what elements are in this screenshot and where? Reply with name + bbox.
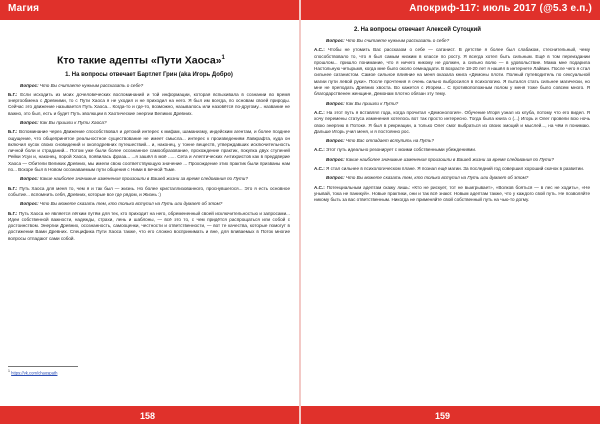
question-label: Вопрос: [326, 175, 345, 181]
answer-text: Путь Хаоса для меня то, чем я и так был — жизнь. Но более кристаллизованного, проснувшегося... Это я есть основное событие... вспомнить себя, Древних, которые все где рядом, и Жизнь :) [8, 185, 291, 197]
right-content [314, 26, 590, 207]
question-text: Что Вы можете сказать тем, кто только вступил на Путь или думает об этом? [345, 175, 529, 181]
question-label: Вопрос: [20, 119, 39, 125]
interview-question [326, 38, 590, 44]
section-heading-1: 1. На вопросы отвечает Бартлет Грин (aka Игорь Добро) [65, 71, 233, 78]
left-header-title: Магия [8, 3, 40, 14]
question-label: Вопрос: [326, 138, 345, 144]
section-heading-2: 2. На вопросы отвечает Алексей Сутоцкий [354, 27, 481, 33]
speaker-label: Б.Г.: [8, 129, 18, 135]
speaker-label: А.С.: [314, 109, 325, 115]
left-header-band [0, 0, 300, 20]
answer-text: Если исходить из моих дочеловеческих воспоминаний и той информации, которая вспыхивала в сознании во время энергообмена с Древними, то с Пути Хаоса я не уходил и не приходил на него. Я был им всегда, по основам своей природы. Сейчас это движение называется Путь Хаоса... Когда-то и где-то, возможно, называлось или назовётся по-другому... название не важно, это был, есть и будет Путь эволюции в Хаотические энергии Великих Древних. [8, 91, 291, 116]
question-text: Какие наиболее значимые изменения произошли в Вашей жизни за время следования по Пути? [345, 156, 554, 162]
question-label: Вопрос: [326, 38, 345, 43]
answer-text: Вспоминание через Движение способствовал и детский интерес к мифам, шаманизму, индейским агентам, и более позднее ощущение, что общепринятое реальностное существование не имеет смысла... интерес к произведениям Лавкрафта, куда он включил кусок своих сновидений и околодревних путешествий... и, наконец, у тонне веществ, утверждавших исключительность личной боли и страданий... Потом уже были более осознанное самообразование, прохождение практик, покупка двух ступеней Рейки Усуи и, наконец, порой Хаоса, появилась фраза... ...я зашёл в моё ...... Сета и Апептических Антихристов как в преддверие Хаоса — Обители Великих Древних, мы имели свою соответствующую значение ... Прохождение этих практик были призваны нам по... Вскоре был в Новом осознаваемым пути общения с Ними в вечной Тьме. [8, 129, 290, 173]
right-interview-blocks [314, 38, 590, 204]
interview-question [20, 201, 290, 207]
question-text: Как Вы пришли к Пути Хаоса? [39, 119, 107, 125]
interview-answer [314, 47, 590, 97]
answer-text: Чтобы не утомить Вас рассказом о себе — сатанист. В детстве я более был слабаком, стеснительный, чему способствовало то, что я был самым низким в классе по росту. Я всегда хотел быть сильным. Ещё в том переиздании прошлом... пришло понимание, что я ничего никому не должен, а сильно волю — в удовольствие. Мама мне подарила Настольную четырьмя, когда мне было около семнадцати. В возрасте 18-20 лет я нашёл в интернете Лайвин. После чего я стал сильнее сатанистом. Самое сильное влияние на меня оказала книга «Демоны плоти. Полный путеводитель по сексуальной магии пути левой руки». После прочтения я очень сильно выбросился в психологию. Я пытался стать сильнее магически, но мне не преподать Древних хвоста. Во кажется с Игорем... С противоположным полом у меня тоже было совсем много. Я благодарственен женщине, Демонам плотно обязан эту тему. [314, 47, 590, 97]
question-text: Что Вы считаете нужным рассказать о себе? [345, 38, 450, 43]
article-title [57, 52, 290, 68]
left-page-number: 158 [140, 411, 156, 421]
article-title-text: Кто такие адепты «Пути Хаоса» [57, 54, 222, 67]
speaker-label: А.С.: [314, 147, 325, 153]
interview-question [20, 176, 290, 182]
answer-text: Путь Хаоса не является лёгким путём для тех, кто приходит на него, обремененный своей исключительностью и запросами... Идеи собственной важности, надежды, страхи, лень и шаблоны, — всё это то, с чем придётся распрощаться или собой с достоинством. Энергии Древних, осознанность, самооценки, честности и ответственности, — вот те качества, которые помогут в достижении Вами Древних. Специфика Пути Хаоса также, что его сложно воспринимать и вне, для вливаемых в Поток многие вопросы отпадают сами собой. [8, 210, 290, 241]
interview-question [326, 175, 590, 181]
interview-answer [314, 185, 590, 204]
question-label: Вопрос: [20, 201, 39, 207]
question-text: Что Вы можете сказать тем, кто только вступил на Путь или думает об этом? [39, 201, 223, 207]
question-text: Что Вы считаете нужным рассказать о себе? [39, 82, 144, 88]
question-text: Что Вас отпадает вступить на Путь? [345, 138, 434, 144]
answer-text: Я стал сильнее в психологическом плане. Я познал ещё магии. За последний год совершил хороший скачок в развитии. [326, 166, 585, 172]
spread-gutter [299, 0, 301, 424]
interview-answer [8, 211, 290, 242]
question-text: Как Вы пришли к Пути? [345, 100, 399, 106]
left-interview-blocks [8, 83, 290, 243]
interview-question [326, 101, 590, 107]
footnote-link[interactable]: https://vk.com/chaospath [11, 370, 58, 376]
interview-answer [8, 129, 290, 173]
speaker-label: Б.Г.: [8, 91, 18, 97]
speaker-label: А.С.: [314, 184, 325, 190]
speaker-label: Б.Г.: [8, 210, 18, 216]
interview-question [20, 83, 290, 89]
speaker-label: А.С.: [314, 166, 325, 172]
right-header-title: Апокриф-117: июль 2017 (@5.3 е.п.) [409, 3, 592, 14]
answer-text: Потенциальным адептам скажу лишь: «Кто не рискует, тот не выигрывает», «Волков бояться — в лес не ходить», «Не унывай, тока не паникуй». Новые практики, они и так всё знают. Новым адептам также, что у каждого свой путь. Не позволяйте никому быть за вас ответственным. Никогда не применяйте свой собственный путь на чью-то догму. [314, 184, 590, 203]
footnote [8, 369, 57, 375]
right-page [300, 0, 600, 424]
interview-answer [8, 186, 290, 199]
footnote-divider [8, 366, 78, 367]
interview-answer [8, 92, 290, 117]
interview-question [326, 138, 590, 144]
speaker-label: А.С.: [314, 47, 325, 53]
question-label: Вопрос: [20, 82, 39, 88]
answer-text: На этот путь я вставлял года, когда прочитал «Демонология». Обучение Игоря узнал из клуба, потому что его видел. Я хочу перемены статуса изменения хотелось вот так просто интересно. Тогда была книга о (...) Игорь и Олег провели всю ночь свою энергию в Потоке. Я был в рекреации, а только Олег смог выбраться из своих эмоций и мыслей..., на чём я понимаю. Дальше Игорь учил меня, и я постоянно рос. [314, 109, 590, 134]
question-label: Вопрос: [20, 176, 39, 182]
title-footnote-mark[interactable]: 1 [221, 55, 225, 61]
question-text: Какие наиболее значимые изменения произошли в Вашей жизни за время следования по Пути? [39, 176, 248, 182]
question-label: Вопрос: [326, 156, 345, 162]
question-label: Вопрос: [326, 100, 345, 106]
interview-question [20, 120, 290, 126]
interview-answer [314, 166, 590, 172]
speaker-label: Б.Г.: [8, 185, 18, 191]
interview-answer [314, 147, 590, 153]
interview-question [326, 157, 590, 163]
left-content [8, 26, 290, 245]
interview-answer [314, 110, 590, 135]
right-page-number: 159 [435, 411, 451, 421]
answer-text: Этот путь идеально резонирует с моими собственными убеждениями. [326, 147, 477, 153]
footnote-number: 1 [8, 369, 10, 373]
